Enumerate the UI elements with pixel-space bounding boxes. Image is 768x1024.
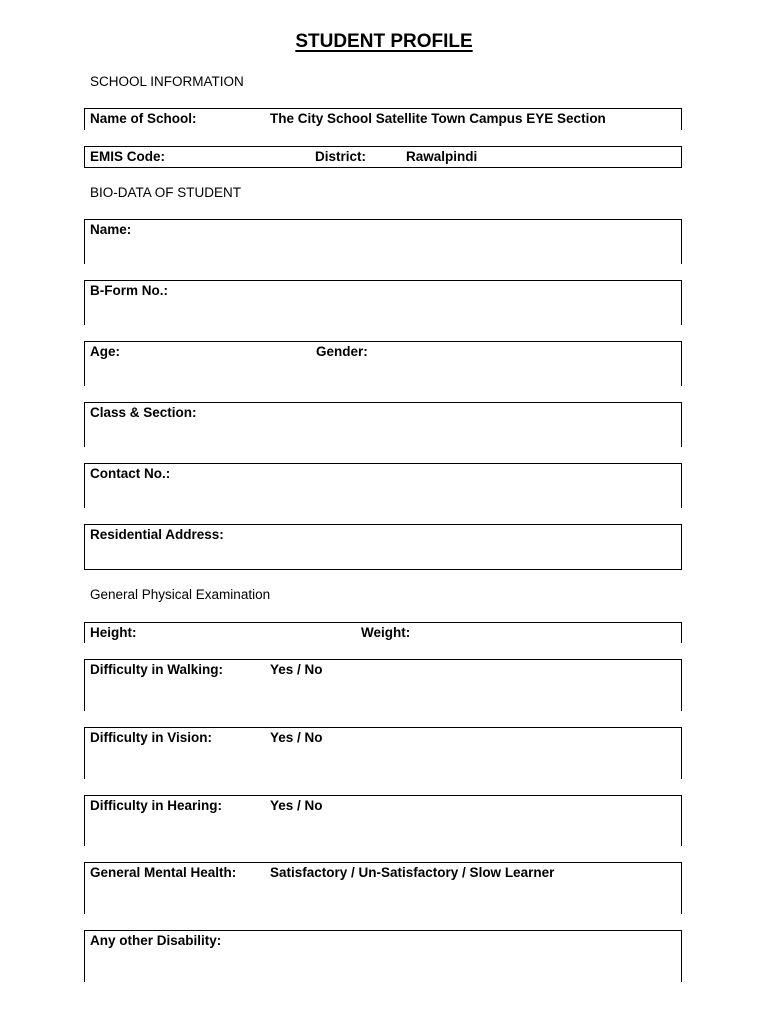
height-label: Height: [90, 625, 137, 640]
other-disability-field[interactable] [84, 930, 682, 982]
school-name-label: Name of School: [90, 111, 197, 126]
age-gender-field[interactable] [84, 341, 682, 386]
gender-label: Gender: [316, 344, 368, 359]
biodata-heading: BIO-DATA OF STUDENT [90, 185, 242, 200]
weight-label: Weight: [361, 625, 411, 640]
bform-label: B-Form No.: [90, 283, 168, 298]
page-title: STUDENT PROFILE [295, 31, 473, 52]
district-label: District: [315, 149, 367, 164]
other-disability-label: Any other Disability: [90, 933, 222, 948]
emis-district-field[interactable] [84, 146, 682, 168]
mental-health-field[interactable] [84, 862, 682, 914]
contact-field[interactable] [84, 463, 682, 508]
student-name-label: Name: [90, 222, 132, 237]
school-info-heading: SCHOOL INFORMATION [90, 74, 244, 89]
contact-label: Contact No.: [90, 466, 171, 481]
walking-field[interactable] [84, 659, 682, 711]
mental-health-label: General Mental Health: [90, 865, 237, 880]
address-label: Residential Address: [90, 527, 224, 542]
walking-options[interactable]: Yes / No [270, 662, 323, 677]
address-field[interactable] [84, 524, 682, 570]
hearing-label: Difficulty in Hearing: [90, 798, 223, 813]
vision-options[interactable]: Yes / No [270, 730, 323, 745]
school-name-value: The City School Satellite Town Campus EYE Section [270, 111, 606, 126]
mental-health-options[interactable]: Satisfactory / Un-Satisfactory / Slow Learner [270, 865, 555, 880]
hearing-field[interactable] [84, 795, 682, 846]
vision-field[interactable] [84, 727, 682, 779]
school-name-field[interactable] [84, 108, 682, 130]
student-name-field[interactable] [84, 219, 682, 264]
walking-label: Difficulty in Walking: [90, 662, 223, 677]
height-weight-field[interactable] [84, 622, 682, 643]
hearing-options[interactable]: Yes / No [270, 798, 323, 813]
class-section-field[interactable] [84, 402, 682, 447]
district-value: Rawalpindi [406, 149, 478, 164]
bform-field[interactable] [84, 280, 682, 325]
vision-label: Difficulty in Vision: [90, 730, 213, 745]
class-section-label: Class & Section: [90, 405, 197, 420]
physical-exam-heading: General Physical Examination [90, 587, 271, 602]
emis-code-label: EMIS Code: [90, 149, 166, 164]
age-label: Age: [90, 344, 120, 359]
